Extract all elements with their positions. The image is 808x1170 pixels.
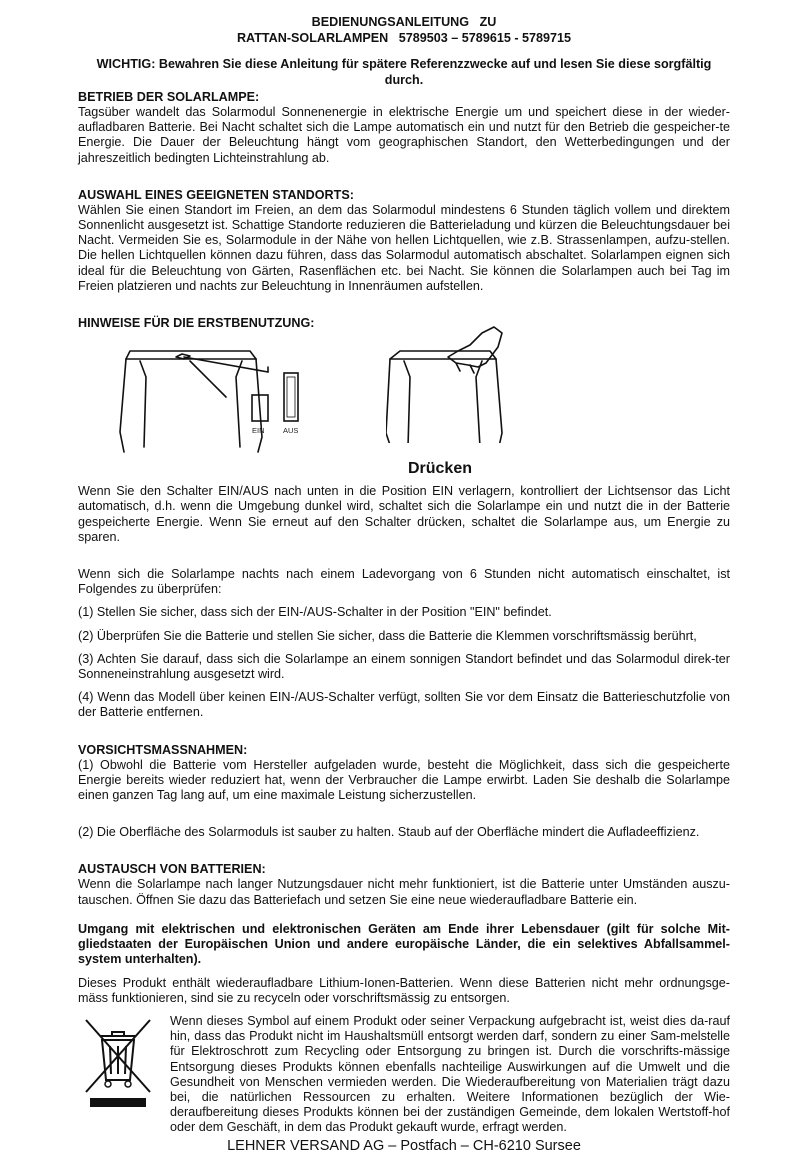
heading-austausch: AUSTAUSCH VON BATTERIEN: — [78, 862, 266, 877]
text-entsorgung-2: Wenn dieses Symbol auf einem Produkt oder seiner Verpackung aufgebracht ist, weist dies da-rauf hin, dass das Produkt nicht im Haushaltsmüll entsorgt werden darf, sondern zu einer Sam-melstelle für Elektroschrott zum Recycling oder Entsorgung zu bringen ist. Durch die vorschrifts-mässige Entsorgung dieses Produkts können ebenfalls nachteilige Auswirkungen auf die Umwelt und die Gesundheit von Menschen vermieden werden. Die Wiederaufbereitung von Materialien trägt dazu bei, die natürlichen Ressourcen zu erhalten. Weitere Informationen bezüglich der Wie-deraufbereitung dieses Produkts können bei der zuständigen Gemeinde, dem lokalen Wertstoff-hof oder dem Geschäft, in dem das Produkt gekauft wurde, erfragt werden. — [170, 1013, 730, 1135]
heading-entsorgung: Umgang mit elektrischen und elektronischen Geräten am Ende ihrer Lebensdauer (gilt für solche Mit-gliedstaaten der Europäischen Union und andere europäische Länder, die ein selektives Abfallsammel-system unterhalten). — [78, 921, 730, 967]
heading-standort: AUSWAHL EINES GEEIGNETEN STANDORTS: — [78, 187, 354, 202]
weee-icon-wrap — [78, 1014, 168, 1136]
text-betrieb: Tagsüber wandelt das Solarmodul Sonnenenergie in elektrische Energie um und speichert diese in der wieder-aufladbaren Batterie. Bei Nacht schaltet sich die Lampe automatisch ein und nutzt für den Betrieb die gespeicher-te Energie. Die Dauer der Beleuchtung hängt vom geographischen Standort, den Wetterbedingungen und der jahreszeitlich bedingten Lichteinstrahlung ab. — [78, 105, 730, 165]
text-vorsicht-1: (1) Obwohl die Batterie vom Hersteller aufgeladen wurde, besteht die Möglichkeit, dass sich die gespeicherte Energie bereits wieder reduziert hat, wenn der Verbraucher die Lampe erwirbt. Laden Sie deshalb die Solarlampe einen ganzen Tag lang auf, um eine maximale Leistung sicherzustellen. — [78, 757, 730, 803]
title-line-2: RATTAN-SOLARLAMPEN 5789503 – 5789615 - 5789715 — [236, 31, 572, 45]
heading-erstbenutzung: HINWEISE FÜR DIE ERSTBENUTZUNG: — [78, 316, 315, 331]
manual-page — [78, 14, 730, 1136]
weee-block — [78, 1014, 730, 1136]
check-2: (2) Überprüfen Sie die Batterie und stellen Sie sicher, dass die Batterie die Klemmen vorschriftsmässig berührt, — [78, 628, 697, 643]
check-4: (4) Wenn das Modell über keinen EIN-/AUS-Schalter verfügt, sollten Sie vor dem Einsatz die Batterieschutzfolie von der Batterie entfernen. — [78, 690, 730, 720]
section-entsorgung — [78, 922, 730, 1136]
lamp-switch-illustration — [118, 337, 358, 457]
text-erstbenutzung-1: Wenn Sie den Schalter EIN/AUS nach unten in die Position EIN verlagern, kontrolliert der Lichtsensor das Licht automatisch, d.h. wenn die Umgebung dunkel wird, schaltet sich die Solarlampe ein und nutzt die in der Batterie gespeicherte Energie. Wenn Sie erneut auf den Schalter drücken, schaltet die Solarlampe aus, um Energie zu sparen. — [78, 484, 730, 544]
druecken-label: Drücken — [407, 460, 472, 478]
lamp-press-illustration — [386, 323, 536, 443]
footer-address: LEHNER VERSAND AG – Postfach – CH-6210 Sursee — [227, 1138, 581, 1154]
label-aus: AUS — [283, 426, 299, 436]
section-betrieb — [78, 90, 730, 166]
section-standort — [78, 188, 730, 294]
text-vorsicht-2: (2) Die Oberfläche des Solarmoduls ist sauber zu halten. Staub auf der Oberfläche mindert die Aufladeeffizienz. — [78, 825, 700, 840]
text-erstbenutzung-2: Wenn sich die Solarlampe nachts nach einem Ladevorgang von 6 Stunden nicht automatisch einschaltet, ist Folgendes zu überprüfen: — [78, 567, 730, 597]
important-note: WICHTIG: Bewahren Sie diese Anleitung für spätere Referenzzwecke auf und lesen Sie diese sorgfältig durch. — [96, 57, 712, 87]
text-austausch: Wenn die Solarlampe nach langer Nutzungsdauer nicht mehr funktioniert, ist die Batterie unter Umständen auszu-tauschen. Öffnen Sie dazu das Batteriefach und setzen Sie eine neue wiederaufladbare Batterie ein. — [78, 877, 730, 907]
text-entsorgung-1: Dieses Produkt enthält wiederaufladbare Lithium-Ionen-Batterien. Wenn diese Batterien nicht mehr ordnungsge-mäss funktionieren, sind sie zu recyceln oder vorschriftsmässig zu entsorgen. — [78, 975, 730, 1005]
figures — [78, 337, 730, 457]
section-vorsicht — [78, 743, 730, 841]
title-line-1: BEDIENUNGSANLEITUNG ZU — [311, 15, 497, 29]
heading-betrieb: BETRIEB DER SOLARLAMPE: — [78, 90, 260, 104]
label-ein: EIN — [252, 426, 265, 436]
section-austausch — [78, 862, 730, 907]
section-erstbenutzung — [78, 316, 730, 721]
weee-crossed-bin-icon — [78, 1014, 158, 1109]
check-1: (1) Stellen Sie sicher, dass sich der EIN-/AUS-Schalter in der Position "EIN" befindet. — [78, 605, 552, 620]
text-standort: Wählen Sie einen Standort im Freien, an dem das Solarmodul mindestens 6 Stunden täglich vollem und direktem Sonnenlicht ausgesetzt ist. Schattige Standorte reduzieren die Batterieladung und kürzen die Beleuchtungsdauer bei Nacht. Vermeiden Sie es, Solarmodule in der Nähe von hellen Lichtquellen, wie z.B. Strassenlampen, aufzu-stellen. Die hellen Lichtquellen können dazu führen, dass das Solarmodul automatisch abschaltet. Solarlampen eignen sich ideal für die Beleuchtung von Gärten, Rasenflächen etc. bei Nacht. Sie können die Solarlampen auch bei Tag im Freien platzieren und nachts zur Beleuchtung in Innenräumen aufstellen. — [78, 202, 730, 293]
heading-vorsicht: VORSICHTSMASSNAHMEN: — [78, 742, 248, 757]
check-3: (3) Achten Sie darauf, dass sich die Solarlampe an einem sonnigen Standort befindet und das Solarmodul direk-ter Sonneneinstrahlung ausgesetzt wird. — [78, 651, 730, 682]
